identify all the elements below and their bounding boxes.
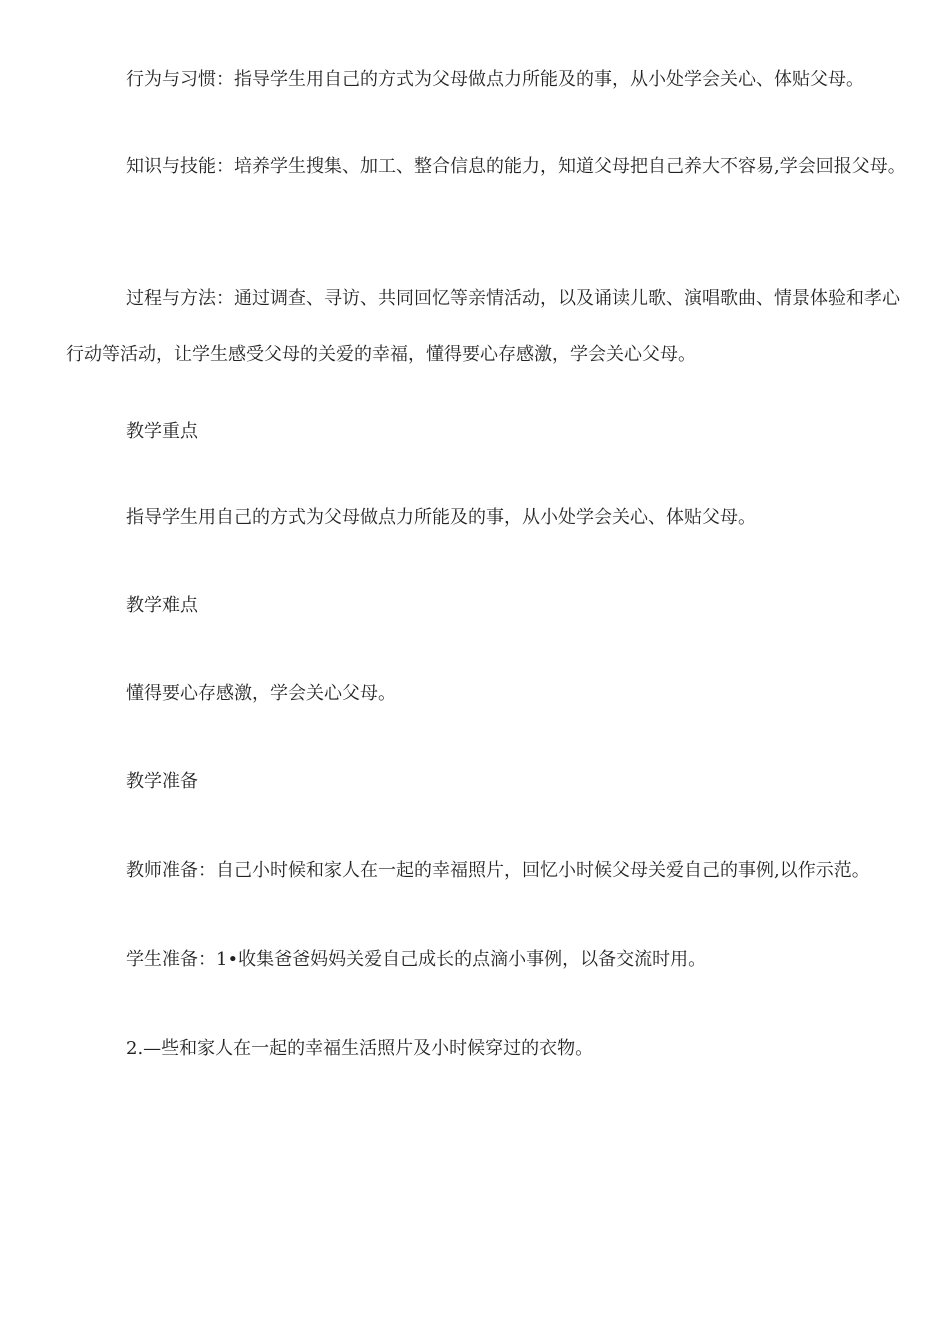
paragraph-knowledge-skills: 知识与技能：培养学生搜集、加工、整合信息的能力，知道父母把自己养大不容易,学会回报父母。 (126, 156, 906, 177)
heading-teaching-difficult-point: 教学难点 (126, 595, 198, 616)
heading-teaching-preparation: 教学准备 (126, 771, 198, 792)
paragraph-student-preparation-2: 2.—些和家人在一起的幸福生活照片及小时候穿过的衣物。 (126, 1038, 594, 1059)
paragraph-process-methods: 过程与方法：通过调查、寻访、共同回忆等亲情活动，以及诵读儿歌、演唱歌曲、情景体验和孝心行动等活动，让学生感受父母的关爱的幸福，懂得要心存感激，学会关心父母。 (66, 288, 900, 365)
paragraph-behavior-habits: 行为与习惯：指导学生用自己的方式为父母做点力所能及的事，从小处学会关心、体贴父母。 (126, 69, 864, 90)
paragraph-difficult-point: 懂得要心存感激，学会关心父母。 (126, 683, 396, 704)
paragraph-key-point: 指导学生用自己的方式为父母做点力所能及的事，从小处学会关心、体贴父母。 (126, 507, 756, 528)
paragraph-student-preparation-1: 学生准备：1•收集爸爸妈妈关爱自己成长的点滴小事例，以备交流时用。 (126, 949, 707, 970)
paragraph-teacher-preparation: 教师准备：自己小时候和家人在一起的幸福照片，回忆小时候父母关爱自己的事例,以作示范。 (126, 860, 870, 881)
heading-teaching-key-point: 教学重点 (126, 421, 198, 442)
